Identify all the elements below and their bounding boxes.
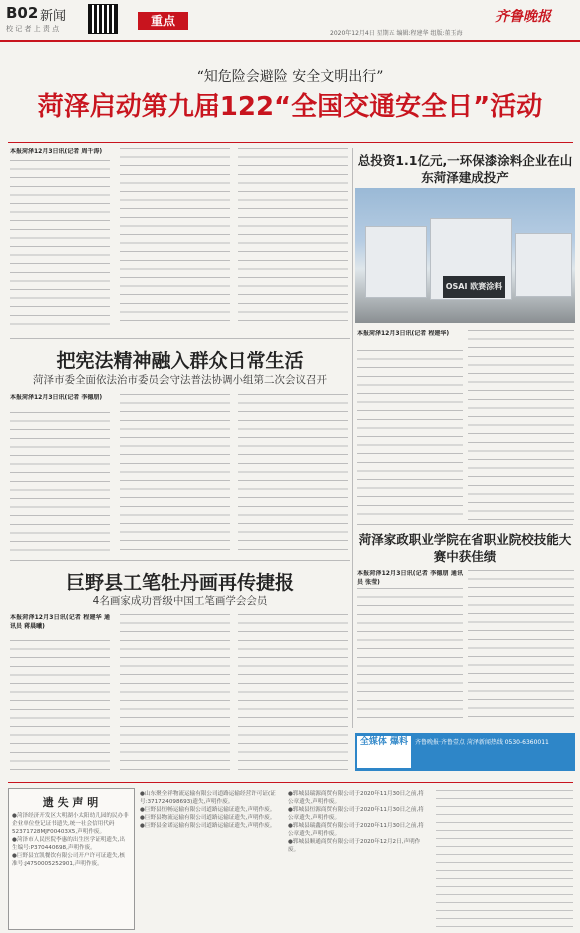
story-two-byline: 本报菏泽12月3日讯(记者 李德朋) xyxy=(10,394,103,401)
divider xyxy=(8,782,573,783)
section-tag: 重点 xyxy=(138,12,188,30)
right-top-text-lines xyxy=(357,350,463,520)
lead-headline: 菏泽启动第九届122“全国交通安全日”活动 xyxy=(37,92,543,122)
reporter-line: 校 记 者 上 责 点 xyxy=(6,25,60,33)
notice-item: ●郓城县恒源商贸有限公司于2020年11月30日之前,将公章遗失,声明作废。 xyxy=(288,807,424,821)
lead-text-lines xyxy=(10,160,110,328)
notice-col1 xyxy=(12,812,130,924)
lead-byline: 本报菏泽12月3日讯(记者 周千涛) xyxy=(10,148,103,155)
masthead xyxy=(0,0,580,42)
story-three-col2 xyxy=(120,614,230,774)
newspaper-logo: 齐鲁晚报 xyxy=(495,9,551,25)
story-two-subhead: 菏泽市委全面依法治市委员会守法普法协调小组第二次会议召开 xyxy=(33,374,327,386)
story-two-col2 xyxy=(120,394,230,554)
right-bottom-text-lines xyxy=(357,588,463,720)
divider xyxy=(10,338,350,339)
notice-item: ●郓城县瑞源商贸有限公司于2020年11月30日之前,将公章遗失,声明作废。 xyxy=(288,791,424,805)
lead-kicker: “知危险会避险 安全文明出行” xyxy=(196,69,384,85)
factory-photo xyxy=(355,188,575,323)
notice-item: ●郓城县瑞鑫商贸有限公司于2020年11月30日之前,将公章遗失,声明作废。 xyxy=(288,823,424,837)
story-three-subhead: 4名画家成功晋级中国工笔画学会会员 xyxy=(92,595,268,607)
right-bottom-col2 xyxy=(468,570,574,720)
story-three-col3 xyxy=(238,614,348,774)
lead-body-col3 xyxy=(238,148,348,328)
divider xyxy=(8,142,573,143)
story-two-headline: 把宪法精神融入群众日常生活 xyxy=(56,350,304,372)
lost-notice-title: 遗 失 声 明 xyxy=(42,796,99,809)
story-three-byline: 本报菏泽12月3日讯(记者 程建华 通讯员 蒋晨曦) xyxy=(10,614,110,630)
qr-code-icon xyxy=(88,4,118,34)
column-divider xyxy=(352,148,353,728)
notice-item: ●菏泽经济开发区大明湖小太阳幼儿园的民办非企业单位登记证书遗失,统一社会信用代码52371728MJF00403X5,声明作废。 xyxy=(12,813,129,835)
story-two-text-lines xyxy=(10,412,110,554)
notice-item: ●巨野县宜凯餐饮有限公司开户许可证遗失,核准号:J4750005252901,声明作废。 xyxy=(12,853,125,867)
notice-col4 xyxy=(436,790,573,928)
divider xyxy=(10,560,350,561)
ad-badge: 全媒体 爆料 xyxy=(357,736,411,768)
story-three-text-lines xyxy=(10,640,110,774)
ad-text: 齐鲁晚报·齐鲁壹点 菏泽新闻热线 0530-6360011 xyxy=(415,739,549,746)
right-bottom-byline: 本报菏泽12月3日讯(记者 李德朋 通讯员 张莹) xyxy=(357,570,463,586)
notice-item: ●郓城县顺通商贸有限公司于2020年12月2日,声明作废。 xyxy=(288,839,421,853)
story-three-headline: 巨野县工笔牡丹画再传捷报 xyxy=(65,572,294,594)
right-bottom-headline: 菏泽家政职业学院在省职业院校技能大赛中获佳绩 xyxy=(358,532,572,564)
divider xyxy=(357,524,573,525)
notice-item: ●山东聚全祥物流运输有限公司道路运输经营许可证(证号:371724098693)遗失,声明作废。 xyxy=(140,791,276,805)
dateline: 2020年12月4日 星期五 编辑:程建华 组版:董玉海 xyxy=(330,30,463,37)
section-name: 新闻 xyxy=(40,9,67,24)
notice-item: ●巨野县物流运输有限公司道路运输证遗失,声明作废。 xyxy=(140,815,276,821)
notice-item: ●菏泽市人民医院李惠的出生医学证明遗失,出生编号:P370440698,声明作废。 xyxy=(12,837,125,851)
right-top-col2 xyxy=(468,330,574,520)
page-number: B02 xyxy=(6,4,39,22)
notice-item: ●巨野县恒畅运输有限公司道路运输证遗失,声明作废。 xyxy=(140,807,276,813)
factory-sign: OSAI 欧赛涂料 xyxy=(443,276,505,298)
right-top-byline: 本报菏泽12月3日讯(记者 程建华) xyxy=(357,330,450,337)
notice-col3 xyxy=(288,790,428,928)
notice-col2 xyxy=(140,790,280,928)
lead-body-col2 xyxy=(120,148,230,328)
story-two-col3 xyxy=(238,394,348,554)
right-top-headline: 总投资1.1亿元,一环保漆涂料企业在山东菏泽建成投产 xyxy=(357,153,573,185)
notice-item: ●巨野县金诺运输有限公司道路运输证遗失,声明作废。 xyxy=(140,823,276,829)
